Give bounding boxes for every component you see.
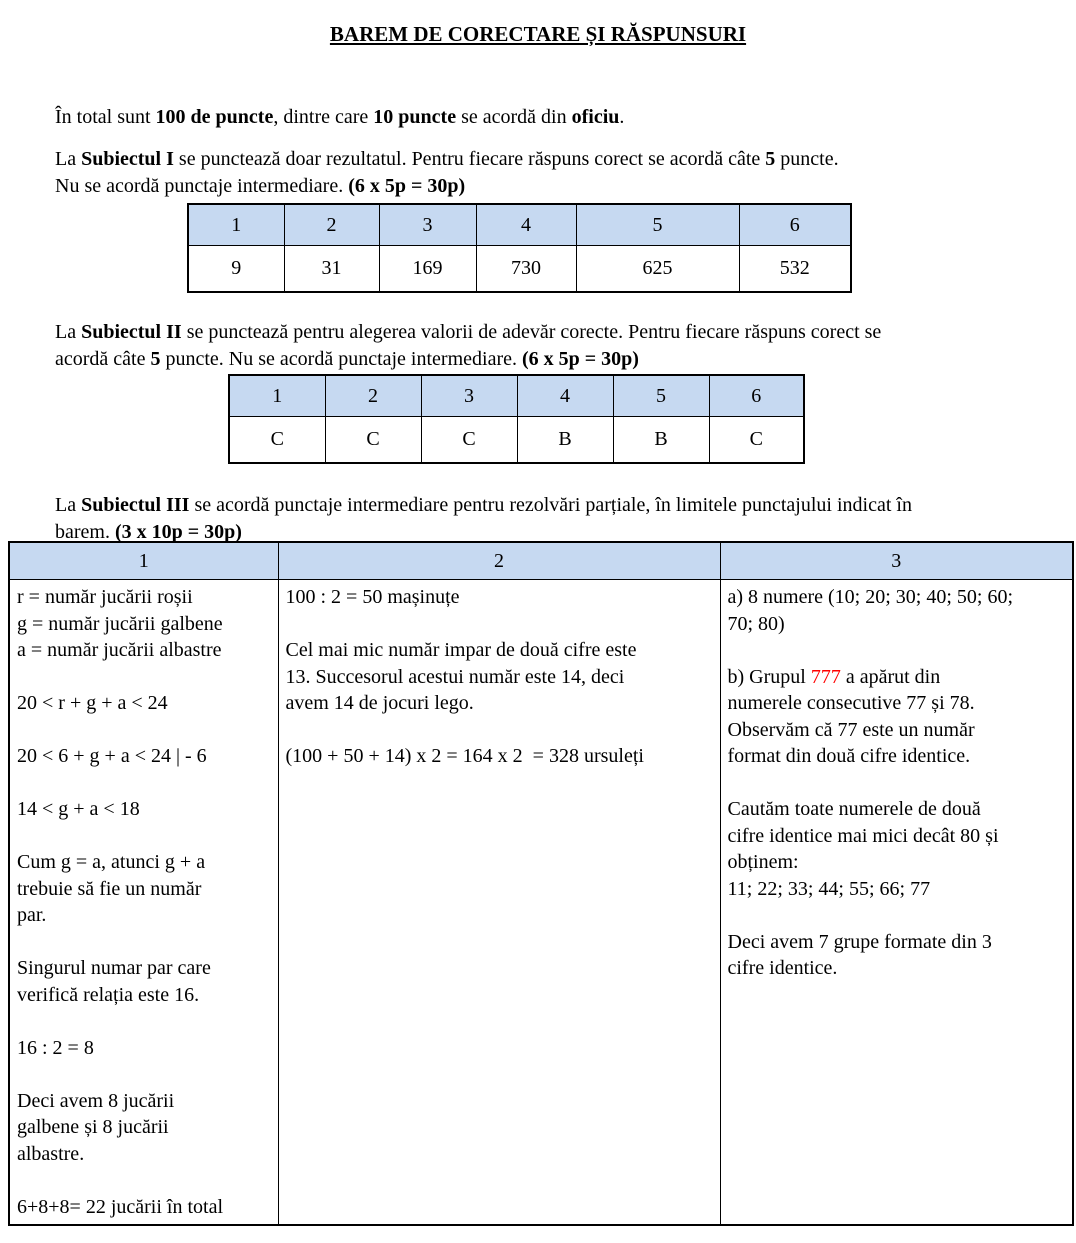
solution-text-line: Deci avem 8 jucării [17,1089,175,1112]
solution-text-line: 13. Succesorul acestui număr este 14, deci [285,665,625,688]
solution-text-line: a = număr jucării albastre [17,639,222,661]
solution-text-line [17,717,270,744]
solution-cell-problem1 [9,580,278,1226]
subject3-solutions-row [9,580,1073,1226]
text-segment: Subiectul II [81,321,182,343]
subject1-answer-cell: 730 [476,246,576,293]
solution-text-line: avem 14 de jocuri lego. [285,692,474,714]
solution-text-line: Cum g = a, atunci g + a [17,851,206,873]
text-segment: b) Grupul [727,665,811,688]
subject2-answer-cell: C [709,417,804,464]
solution-text-line: trebuie să fie un număr [17,877,202,900]
text-segment: La [55,494,82,516]
solution-text-line [17,664,270,691]
subject2-answer-cell: B [517,417,613,464]
solution-text-line [17,770,270,797]
subject1-header-cell: 3 [379,204,476,246]
solution-text-line: Cel mai mic număr impar de două cifre este [285,639,637,661]
text-segment: 5 [150,348,161,370]
text-segment: se acordă din [456,106,572,128]
solution-text-line: verifică relația este 16. [17,983,200,1006]
subject2-header-cell: 3 [421,375,517,417]
solution-cell-problem2 [278,580,720,1226]
text-segment: Subiectul I [81,148,174,170]
solution-text-line: 6+8+8= 22 jucării în total [17,1195,224,1218]
subject1-answers-table [187,203,852,293]
solution-text-line: albastre. [17,1142,85,1165]
subject3-solutions-table [8,541,1074,1226]
text-segment: În total sunt [55,106,156,128]
solution-text-line: 16 : 2 = 8 [17,1036,94,1059]
solution-text-line: 11; 22; 33; 44; 55; 66; 77 [727,877,931,900]
text-segment: puncte. Nu se acordă punctaje intermediare. [160,348,522,370]
solution-text-line: 70; 80) [727,612,785,635]
solution-text-line: g = număr jucării galbene [17,612,223,635]
subject1-answer-cell: 625 [576,246,739,293]
text-segment: Nu se acordă punctaje intermediare. [55,175,349,197]
subject1-header-cell: 6 [739,204,851,246]
subject2-answer-cell: C [229,417,325,464]
subject2-answer-cell: C [421,417,517,464]
subject1-answer-cell: 169 [379,246,476,293]
subject3-header-cell: 1 [9,542,278,580]
text-segment: a apărut din [840,665,941,688]
solution-cell-problem3 [720,580,1073,1226]
text-segment: se punctează pentru alegerea valorii de adevăr corecte. Pentru fiecare răspuns corect se [181,321,882,343]
subject2-header-cell: 6 [709,375,804,417]
subject2-header-cell: 1 [229,375,325,417]
subject1-header-cell: 1 [188,204,284,246]
solution-text-line: 14 < g + a < 18 [17,798,140,820]
solution-text-line [728,664,1065,691]
text-segment: La [55,321,82,343]
text-segment: 777 [810,665,841,688]
subject2-header-cell: 2 [325,375,421,417]
subject1-header-cell: 2 [284,204,379,246]
subject1-values-row [188,246,851,293]
subject2-answer-cell: B [613,417,709,464]
solution-text-line: r = număr jucării roșii [17,586,193,608]
solution-text-line: a) 8 numere (10; 20; 30; 40; 50; 60; [727,586,1014,608]
solution-text-line: cifre identice mai mici decât 80 și [727,824,999,847]
subject1-answer-cell: 31 [284,246,379,293]
solution-text-line: cifre identice. [727,957,838,979]
solution-text-line [17,1008,270,1035]
text-segment: puncte. [775,148,839,170]
solution-text-line: 20 < r + g + a < 24 [17,692,168,714]
subject2-header-row [229,375,804,417]
solution-text-line: galbene și 8 jucării [17,1116,169,1138]
section3-paragraph [55,492,1036,546]
subject3-header-cell: 2 [278,542,720,580]
text-segment: Subiectul III [81,494,190,516]
subject1-header-cell: 5 [576,204,739,246]
text-segment: acordă câte [55,348,151,370]
grading-rubric-document [0,22,1076,1226]
subject2-values-row [229,417,804,464]
solution-text-line: Deci avem 7 grupe formate din 3 [727,930,992,953]
subject2-answers-table [228,374,805,464]
text-segment: oficiu [571,106,620,128]
subject2-header-cell: 5 [613,375,709,417]
section2-paragraph [55,319,1036,373]
page-title: BAREM DE CORECTARE ȘI RĂSPUNSURI [329,22,747,46]
subject2-header-cell: 4 [517,375,613,417]
solution-text-line [286,717,712,744]
text-segment: 10 puncte [373,106,457,128]
text-segment: . [619,106,625,128]
solution-text-line [17,929,270,956]
subject2-answer-cell: C [325,417,421,464]
text-segment: (3 x 10p = 30p) [114,521,242,543]
text-segment: , dintre care [273,106,374,128]
text-segment: (6 x 5p = 30p) [348,175,466,197]
solution-text-line [728,770,1065,797]
solution-text-line: 100 : 2 = 50 mașinuțe [285,586,460,608]
text-segment: 100 de puncte [155,106,274,128]
text-segment: se punctează doar rezultatul. Pentru fiecare răspuns corect se acordă câte [173,148,766,170]
solution-text-line [728,637,1065,664]
solution-text-line [17,1167,270,1194]
solution-text-line: Cautăm toate numerele de două [727,798,981,820]
section1-paragraph [55,146,1036,200]
text-segment: La [55,148,82,170]
solution-text-line: par. [17,904,47,926]
subject1-header-row [188,204,851,246]
document-page [0,22,1076,1243]
solution-text-line: Observăm că 77 este un număr [727,718,975,741]
solution-text-line: obținem: [727,851,799,873]
solution-text-line [286,611,712,638]
text-segment: se acordă punctaje intermediare pentru rezolvări parțiale, în limitele punctajului indicat în [189,494,912,516]
text-segment: (6 x 5p = 30p) [522,348,639,370]
solution-text-line: 20 < 6 + g + a < 24 | - 6 [17,745,207,767]
subject1-answer-cell: 9 [188,246,284,293]
subject1-header-cell: 4 [476,204,576,246]
subject3-header-row [9,542,1073,580]
text-segment: barem. [55,521,115,543]
solution-text-line: (100 + 50 + 14) x 2 = 164 x 2 = 328 ursuleți [285,745,644,767]
solution-text-line: format din două cifre identice. [727,745,971,767]
text-segment: 5 [765,148,776,170]
intro-paragraph [55,104,1036,131]
solution-text-line [17,823,270,850]
solution-text-line [728,902,1065,929]
solution-text-line: numerele consecutive 77 și 78. [727,692,975,714]
solution-text-line: Singurul numar par care [17,957,211,979]
solution-text-line [17,1061,270,1088]
subject3-header-cell: 3 [720,542,1073,580]
subject1-answer-cell: 532 [739,246,851,293]
